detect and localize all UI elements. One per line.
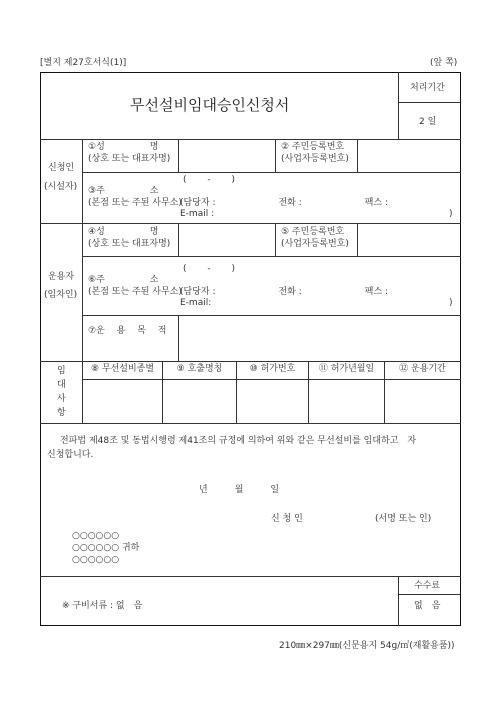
line-title-bottom bbox=[40, 139, 461, 140]
addressee-line-1: ○○○○○○ bbox=[72, 531, 120, 541]
operator-addr-sub: (본점 또는 주된 사무소) bbox=[88, 287, 182, 297]
applicant-phone-paren: ( - ) bbox=[183, 175, 235, 185]
lease-col-header-license-no: ⑩ 허가번호 bbox=[249, 364, 296, 374]
operator-name-divider bbox=[178, 223, 179, 256]
lease-col-header-equipment: ⑧ 무선설비종별 bbox=[90, 364, 155, 374]
form-title: 무선설비임대승인신청서 bbox=[130, 96, 290, 114]
operator-name-sub: (상호 또는 대표자명) bbox=[88, 239, 171, 249]
applicant-label: 신청인 bbox=[48, 163, 75, 173]
line-lease-bottom bbox=[40, 423, 461, 424]
required-docs: ※ 구비서류 : 없 음 bbox=[62, 601, 143, 611]
operator-close-paren: ) bbox=[449, 298, 453, 308]
processing-divider bbox=[398, 72, 399, 139]
operator-reg-sub: (사업자등록번호) bbox=[281, 239, 349, 249]
applicant-sign-field[interactable] bbox=[310, 510, 370, 526]
lease-char-3: 사 bbox=[57, 394, 66, 404]
operator-reg-label: ⑤ 주민등록번호 bbox=[281, 227, 345, 237]
operator-sublabel: (임차인) bbox=[44, 290, 78, 300]
fee-line bbox=[398, 594, 460, 595]
operator-purpose-label: ⑦운 용 목 적 bbox=[88, 326, 167, 336]
lease-header-line bbox=[82, 379, 461, 380]
lease-period-field[interactable] bbox=[386, 381, 459, 421]
applicant-email-line: E-mail : bbox=[180, 209, 215, 219]
operator-reg-divider bbox=[357, 223, 358, 256]
line-applicant-bottom bbox=[40, 223, 461, 224]
statement-line-1: 전파법 제48조 및 동법시행령 제41조의 규정에 의하여 위와 같은 무선설비를 임대하고 자 bbox=[60, 436, 417, 446]
applicant-reg-sub: (사업자등록번호) bbox=[281, 154, 349, 164]
operator-purpose-field[interactable] bbox=[180, 317, 458, 359]
applicant-contact-line: (담당자 : 전화 : 팩스 : bbox=[180, 198, 389, 208]
operator-phone-paren: ( - ) bbox=[183, 264, 235, 274]
applicant-addr-sub: (본점 또는 주된 사무소) bbox=[88, 198, 182, 208]
lease-callsign-field[interactable] bbox=[164, 381, 235, 421]
applicant-reg-divider bbox=[357, 139, 358, 172]
operator-label: 운용자 bbox=[48, 272, 75, 282]
applicant-name-sub: (상호 또는 대표자명) bbox=[88, 154, 171, 164]
processing-label: 처리기간 bbox=[410, 83, 445, 93]
form-number: [별지 제27호서식(1)] bbox=[40, 58, 127, 68]
applicant-sublabel: (시설자) bbox=[44, 182, 78, 192]
paper-spec: 210㎜×297㎜(신문용지 54g/㎡(재활용품)) bbox=[279, 641, 455, 651]
applicant-addr-label: ③주 소 bbox=[88, 186, 159, 196]
addressee-line-2: ○○○○○○ 귀하 bbox=[72, 543, 140, 553]
operator-name-label: ④성 명 bbox=[88, 227, 159, 237]
operator-reg-field[interactable] bbox=[359, 225, 459, 255]
applicant-sign-label: 신 청 인 bbox=[271, 514, 303, 524]
operator-name-field[interactable] bbox=[180, 225, 274, 255]
signature-note: (서명 또는 인) bbox=[375, 514, 432, 524]
applicant-reg-field[interactable] bbox=[359, 141, 459, 171]
operator-addr-label: ⑥주 소 bbox=[88, 275, 159, 285]
applicant-address-field[interactable] bbox=[180, 174, 458, 220]
applicant-mid-divider bbox=[275, 139, 276, 172]
statement-line-2: 신청합니다. bbox=[47, 450, 94, 460]
lease-equipment-field[interactable] bbox=[84, 381, 161, 421]
frame-right bbox=[460, 72, 461, 626]
lease-col-header-license-date: ⑪ 허가년월일 bbox=[318, 364, 375, 374]
statement-date: 년 월 일 bbox=[199, 485, 280, 495]
fee-divider bbox=[398, 576, 399, 626]
operator-address-field[interactable] bbox=[180, 258, 458, 312]
lease-col-header-period: ⑫ 운용기간 bbox=[399, 364, 446, 374]
applicant-name-label: ①성 명 bbox=[88, 142, 159, 152]
lease-char-2: 대 bbox=[57, 380, 66, 390]
lease-char-4: 항 bbox=[57, 408, 66, 418]
lease-char-1: 임 bbox=[57, 366, 66, 376]
processing-line bbox=[398, 102, 460, 103]
fee-label: 수수료 bbox=[414, 581, 441, 591]
operator-purpose-line bbox=[82, 315, 461, 316]
addressee-line-3: ○○○○○○ bbox=[72, 555, 120, 565]
lease-license-no-field[interactable] bbox=[238, 381, 307, 421]
lease-license-date-field[interactable] bbox=[310, 381, 383, 421]
applicant-close-paren: ) bbox=[449, 209, 453, 219]
operator-mid-divider bbox=[275, 223, 276, 256]
operator-email-line: E-mail: bbox=[180, 298, 212, 308]
operator-row-line bbox=[82, 256, 461, 257]
applicant-reg-label: ② 주민등록번호 bbox=[281, 142, 345, 152]
page-side: (앞 쪽) bbox=[430, 58, 458, 68]
fee-value: 없 음 bbox=[414, 601, 441, 611]
applicant-row-line bbox=[82, 172, 461, 173]
applicant-name-field[interactable] bbox=[180, 141, 274, 171]
frame-left bbox=[40, 72, 41, 626]
applicant-name-divider bbox=[178, 139, 179, 172]
operator-purpose-divider bbox=[178, 315, 179, 361]
operator-contact-line: (담당자 : 전화 : 팩스 : bbox=[180, 287, 389, 297]
processing-value: 2 일 bbox=[419, 117, 437, 127]
lease-col-header-callsign: ⑨ 호출명칭 bbox=[176, 364, 223, 374]
